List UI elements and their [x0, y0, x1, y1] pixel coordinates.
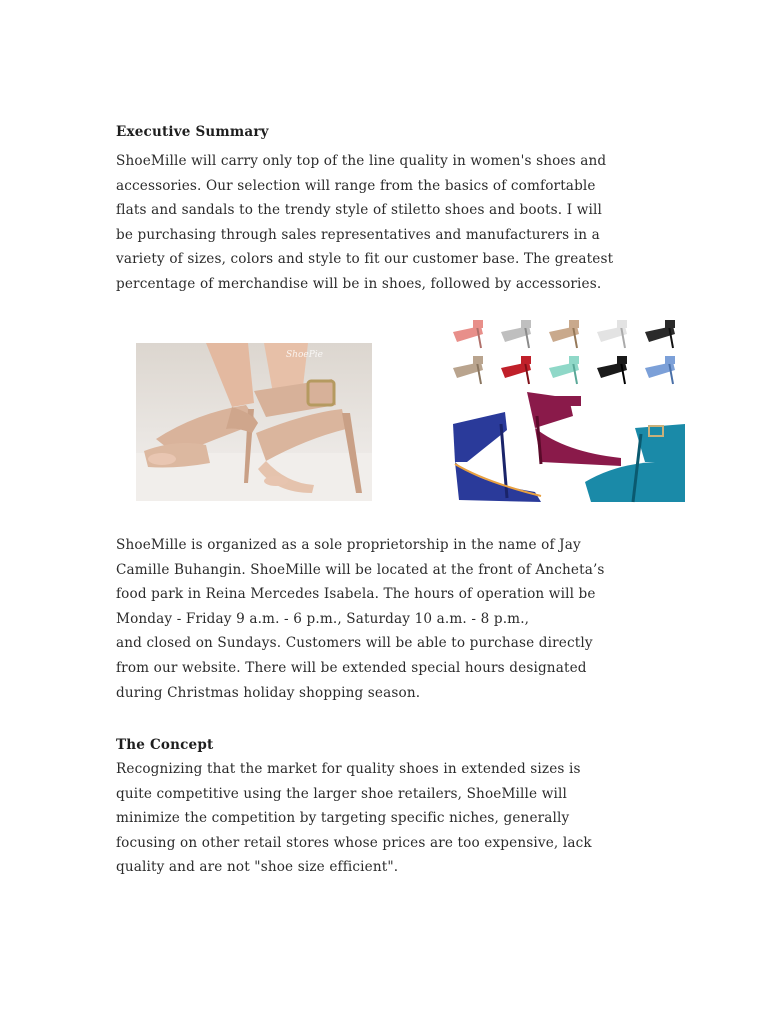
small-shoe-white — [597, 320, 627, 348]
text-line: Camille Buhangin. ShoeMille will be located at the front of Ancheta’s — [116, 561, 605, 578]
executive-summary-heading: Executive Summary — [116, 124, 269, 140]
colored-heels-collage — [445, 312, 691, 504]
text-line: quite competitive using the larger shoe retailers, ShoeMille will — [116, 785, 567, 802]
the-concept-paragraph — [116, 757, 656, 880]
text-line: ShoeMille is organized as a sole proprietorship in the name of Jay — [116, 537, 581, 553]
text-line: quality and are not "shoe size efficient". — [116, 859, 399, 876]
small-shoe-blue — [645, 356, 675, 384]
text-line: variety of sizes, colors and style to fit our customer base. The greatest — [116, 251, 614, 268]
small-shoe-black — [645, 320, 675, 348]
text-line: flats and sandals to the trendy style of stiletto shoes and boots. I will — [116, 202, 603, 219]
text-line: from our website. There will be extended special hours designated — [116, 659, 587, 676]
large-shoe-burgundy — [527, 392, 621, 466]
text-line: percentage of merchandise will be in shoes, followed by accessories. — [116, 275, 602, 292]
small-shoe-red — [501, 356, 531, 384]
text-line: Recognizing that the market for quality shoes in extended sizes is — [116, 761, 581, 777]
the-concept-heading: The Concept — [116, 737, 214, 753]
business-description-paragraph — [116, 533, 656, 705]
svg-text:ShoePie: ShoePie — [286, 350, 323, 360]
text-line: accessories. Our selection will range from the basics of comfortable — [116, 177, 596, 194]
small-shoe-pink — [453, 320, 483, 348]
text-line: and closed on Sundays. Customers will be able to purchase directly — [116, 635, 593, 652]
executive-summary-paragraph — [116, 149, 656, 297]
text-line: minimize the competition by targeting specific niches, generally — [116, 810, 570, 827]
text-line: be purchasing through sales representatives and manufacturers in a — [116, 226, 600, 243]
nude-heels-photo — [136, 343, 372, 501]
large-shoe-navy — [453, 412, 541, 502]
text-line: ShoeMille will carry only top of the line quality in women's shoes and — [116, 153, 607, 169]
small-shoe-tan — [549, 320, 579, 348]
text-line: food park in Reina Mercedes Isabela. The hours of operation will be — [116, 586, 596, 603]
text-line: focusing on other retail stores whose prices are too expensive, lack — [116, 834, 592, 851]
text-line: Monday - Friday 9 a.m. - 6 p.m., Saturday 10 a.m. - 8 p.m., — [116, 610, 530, 627]
small-shoe-silver — [501, 320, 531, 348]
small-shoe-beige — [453, 356, 483, 384]
text-line: during Christmas holiday shopping season. — [116, 684, 421, 701]
small-shoe-black-2 — [597, 356, 627, 384]
small-shoe-mint — [549, 356, 579, 384]
